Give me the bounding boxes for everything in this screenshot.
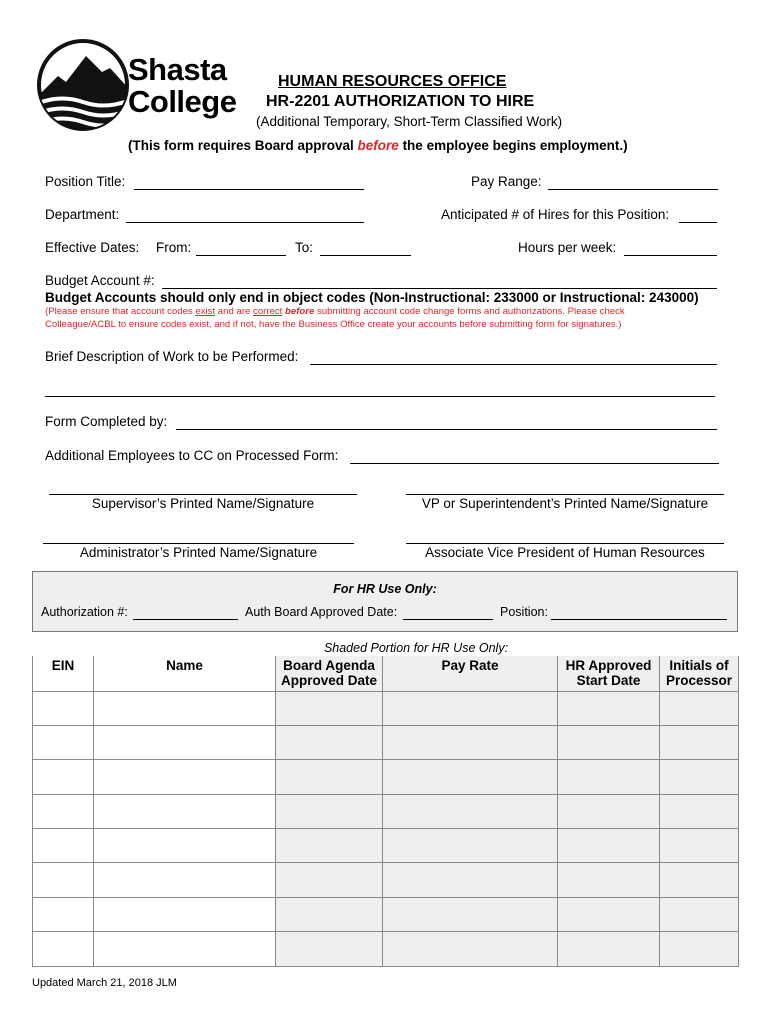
board-agenda-cell[interactable] — [276, 863, 383, 897]
board-agenda-cell[interactable] — [276, 794, 383, 828]
updated-footer: Updated March 21, 2018 JLM — [32, 977, 177, 989]
name-cell[interactable] — [94, 691, 276, 725]
pay-rate-cell[interactable] — [383, 897, 558, 931]
hr-approved-cell[interactable] — [558, 829, 660, 863]
budget-account-label: Budget Account #: — [45, 273, 155, 288]
budget-warning-line2: Colleague/ACBL to ensure codes exist, and if not, have the Business Office create your accounts before submitting form for signatures.) — [45, 319, 622, 330]
department-field[interactable] — [126, 222, 364, 223]
notice-emphasis: before — [357, 138, 399, 153]
ein-cell[interactable] — [33, 691, 94, 725]
vp-signature-label: VP or Superintendent’s Printed Name/Signature — [421, 496, 709, 511]
budget-account-note: Budget Accounts should only end in object codes (Non-Instructional: 233000 or Instructional: 243000) — [45, 290, 699, 305]
supervisor-signature-line[interactable] — [49, 494, 357, 495]
supervisor-signature-label: Supervisor’s Printed Name/Signature — [91, 496, 315, 511]
table-row — [33, 691, 739, 725]
table-row — [33, 760, 739, 794]
initials-cell[interactable] — [660, 794, 739, 828]
board-agenda-cell[interactable] — [276, 897, 383, 931]
name-cell[interactable] — [94, 794, 276, 828]
brief-description-field[interactable] — [310, 364, 717, 365]
table-row — [33, 897, 739, 931]
hr-approved-cell[interactable] — [558, 897, 660, 931]
table-row — [33, 725, 739, 759]
name-cell[interactable] — [94, 897, 276, 931]
pay-range-field[interactable] — [548, 189, 718, 190]
board-agenda-cell[interactable] — [276, 932, 383, 966]
hr-approved-cell[interactable] — [558, 863, 660, 897]
hr-approved-cell[interactable] — [558, 794, 660, 828]
header-board-agenda: Board Agenda Approved Date — [276, 656, 383, 691]
form-completed-field[interactable] — [176, 429, 717, 430]
brief-description-field-line2[interactable] — [45, 396, 715, 397]
initials-cell[interactable] — [660, 829, 739, 863]
hr-approved-cell[interactable] — [558, 932, 660, 966]
header-pay-rate: Pay Rate — [383, 656, 558, 691]
board-agenda-cell[interactable] — [276, 760, 383, 794]
ein-cell[interactable] — [33, 829, 94, 863]
table-caption: Shaded Portion for HR Use Only: — [323, 641, 509, 655]
ein-cell[interactable] — [33, 725, 94, 759]
auth-board-date-label: Auth Board Approved Date: — [245, 605, 398, 619]
board-agenda-cell[interactable] — [276, 691, 383, 725]
hr-table — [32, 656, 739, 967]
additional-cc-field[interactable] — [350, 463, 719, 464]
avp-hr-signature-line[interactable] — [406, 543, 724, 544]
pay-rate-cell[interactable] — [383, 932, 558, 966]
from-label: From: — [156, 240, 192, 255]
auth-board-date-field[interactable] — [403, 619, 493, 620]
name-cell[interactable] — [94, 829, 276, 863]
table-body — [33, 691, 739, 966]
form-completed-label: Form Completed by: — [45, 414, 168, 429]
pay-rate-cell[interactable] — [383, 794, 558, 828]
logo-text-line1: Shasta — [128, 52, 227, 87]
initials-cell[interactable] — [660, 691, 739, 725]
header-hr-approved: HR Approved Start Date — [558, 656, 660, 691]
position-label: Position: — [500, 605, 548, 619]
name-cell[interactable] — [94, 932, 276, 966]
header-initials: Initials of Processor — [660, 656, 739, 691]
authorization-field[interactable] — [133, 619, 238, 620]
anticipated-hires-field[interactable] — [679, 222, 717, 223]
effective-dates-label: Effective Dates: — [45, 240, 140, 255]
avp-hr-signature-label: Associate Vice President of Human Resources — [425, 545, 705, 560]
initials-cell[interactable] — [660, 760, 739, 794]
pay-rate-cell[interactable] — [383, 760, 558, 794]
hr-approved-cell[interactable] — [558, 760, 660, 794]
header-ein: EIN — [33, 656, 94, 691]
name-cell[interactable] — [94, 760, 276, 794]
form-title: HR-2201 AUTHORIZATION TO HIRE — [266, 93, 535, 110]
to-date-field[interactable] — [320, 255, 411, 256]
pay-rate-cell[interactable] — [383, 691, 558, 725]
ein-cell[interactable] — [33, 794, 94, 828]
pay-range-label: Pay Range: — [471, 174, 542, 189]
brief-description-label: Brief Description of Work to be Performed: — [45, 349, 299, 364]
position-field[interactable] — [551, 619, 727, 620]
table-row — [33, 932, 739, 966]
board-approval-notice: (This form requires Board approval before the employee begins employment.) — [128, 138, 628, 153]
form-subtitle: (Additional Temporary, Short-Term Classified Work) — [256, 114, 563, 129]
table-row — [33, 863, 739, 897]
hr-approved-cell[interactable] — [558, 725, 660, 759]
to-label: To: — [295, 240, 314, 255]
board-agenda-cell[interactable] — [276, 829, 383, 863]
header-name: Name — [94, 656, 276, 691]
position-title-label: Position Title: — [45, 174, 126, 189]
name-cell[interactable] — [94, 725, 276, 759]
pay-rate-cell[interactable] — [383, 829, 558, 863]
from-date-field[interactable] — [196, 255, 286, 256]
pay-rate-cell[interactable] — [383, 863, 558, 897]
administrator-signature-label: Administrator’s Printed Name/Signature — [79, 545, 318, 560]
office-title: HUMAN RESOURCES OFFICE — [278, 73, 507, 90]
hr-approved-cell[interactable] — [558, 691, 660, 725]
budget-warning-line1: (Please ensure that account codes exist and are correct before submitting account code change forms and authorizations. Please check — [45, 306, 625, 317]
board-agenda-cell[interactable] — [276, 725, 383, 759]
pay-rate-cell[interactable] — [383, 725, 558, 759]
hr-use-box — [32, 571, 738, 632]
shasta-college-logo — [36, 38, 246, 132]
initials-cell[interactable] — [660, 897, 739, 931]
hr-use-title: For HR Use Only: — [333, 582, 437, 596]
logo-text-line2: College — [128, 84, 237, 119]
table-header-row — [33, 656, 739, 691]
administrator-signature-line[interactable] — [43, 543, 354, 544]
anticipated-hires-label: Anticipated # of Hires for this Position: — [441, 207, 670, 222]
name-cell[interactable] — [94, 863, 276, 897]
vp-signature-line[interactable] — [406, 494, 724, 495]
initials-cell[interactable] — [660, 725, 739, 759]
ein-cell[interactable] — [33, 760, 94, 794]
ein-cell[interactable] — [33, 863, 94, 897]
additional-cc-label: Additional Employees to CC on Processed Form: — [45, 448, 339, 463]
initials-cell[interactable] — [660, 863, 739, 897]
position-title-field[interactable] — [134, 189, 364, 190]
ein-cell[interactable] — [33, 897, 94, 931]
table-row — [33, 829, 739, 863]
hours-per-week-field[interactable] — [624, 255, 717, 256]
table-row — [33, 794, 739, 828]
mountain-logo-icon — [36, 38, 130, 132]
initials-cell[interactable] — [660, 932, 739, 966]
hours-per-week-label: Hours per week: — [518, 240, 617, 255]
budget-account-field[interactable] — [162, 288, 717, 289]
ein-cell[interactable] — [33, 932, 94, 966]
authorization-label: Authorization #: — [41, 605, 128, 619]
department-label: Department: — [45, 207, 120, 222]
